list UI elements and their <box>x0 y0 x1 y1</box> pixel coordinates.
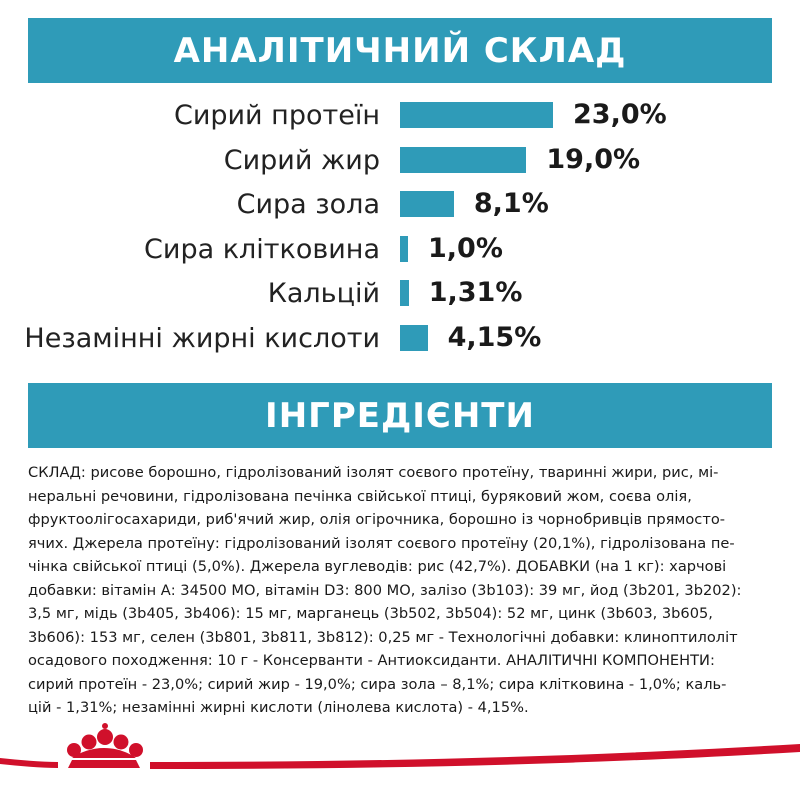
bar-label: Кальцій <box>267 278 380 309</box>
left-swoosh-icon <box>0 758 58 768</box>
bar <box>400 102 553 128</box>
bar-label: Сирий протеїн <box>173 100 380 131</box>
nutrient-bar-chart <box>0 0 800 380</box>
bar-value-label: 1,31% <box>428 277 523 308</box>
ingredients-line: чінка свійської птиці (5,0%). Джерела вуглеводів: рис (42,7%). ДОБАВКИ (на 1 кг): харчові <box>28 558 727 575</box>
bar-value-label: 19,0% <box>546 143 641 175</box>
footer-brand <box>0 722 800 792</box>
ingredients-line: СКЛАД: рисове борошно, гідролізований ізолят соєвого протеїну, тваринні жири, рис, мі- <box>28 464 719 481</box>
bar-label: Незамінні жирні кислоти <box>24 322 380 354</box>
bar-label: Сира зола <box>236 189 380 220</box>
ingredients-header-title: ІНГРЕДІЄНТИ <box>265 395 535 436</box>
bar-value-label: 4,15% <box>447 321 542 353</box>
analytic-header-title: АНАЛІТИЧНИЙ СКЛАД <box>173 30 627 71</box>
ingredients-header <box>28 383 772 448</box>
bar-label: Сирий жир <box>223 144 380 176</box>
ingredients-line: добавки: вітамін А: 34500 МО, вітамін D3: 800 МО, залізо (3b103): 39 мг, йод (3b201, 3b202): <box>28 581 742 599</box>
bar-value-label: 8,1% <box>473 188 549 219</box>
ingredients-line: сирий протеїн - 23,0%; сирий жир - 19,0%; сира зола – 8,1%; сира клітковина - 1,0%; каль- <box>28 675 727 693</box>
bar-value-label: 23,0% <box>573 99 667 130</box>
ingredients-line: цій - 1,31%; незамінні жирні кислоти (лінолева кислота) - 4,15%. <box>28 699 529 716</box>
bar-value-label: 1,0% <box>428 232 503 264</box>
bar <box>400 191 454 217</box>
right-swoosh-icon <box>150 744 800 769</box>
ingredients-line: 3,5 мг, мідь (3b405, 3b406): 15 мг, марганець (3b502, 3b504): 52 мг, цинк (3b603, 3b605, <box>28 605 713 622</box>
royal-crown-logo <box>67 723 143 768</box>
ingredients-line: 3b606): 153 мг, селен (3b801, 3b811, 3b812): 0,25 мг - Технологічні добавки: клиноптилоліт <box>28 628 738 646</box>
ingredients-line: ячих. Джерела протеїну: гідролізований ізолят соєвого протеїну (20,1%), гідролізована пе- <box>28 534 735 552</box>
bar <box>400 147 526 173</box>
bar <box>400 280 409 306</box>
ingredients-line: неральні речовини, гідролізована печінка свійської птиці, буряковий жом, соєва олія, <box>28 487 692 505</box>
ingredients-line: фруктоолігосахариди, риб'ячий жир, олія огірочника, борошно із чорнобривців прямосто- <box>28 511 726 528</box>
bar <box>400 325 428 351</box>
ingredients-text <box>28 461 773 720</box>
bar-label: Сира клітковина <box>144 233 380 265</box>
ingredients-line: осадового походження: 10 г - Консерванти - Антиоксиданти. АНАЛІТИЧНІ КОМПОНЕНТИ: <box>28 652 715 669</box>
bar <box>400 236 408 262</box>
